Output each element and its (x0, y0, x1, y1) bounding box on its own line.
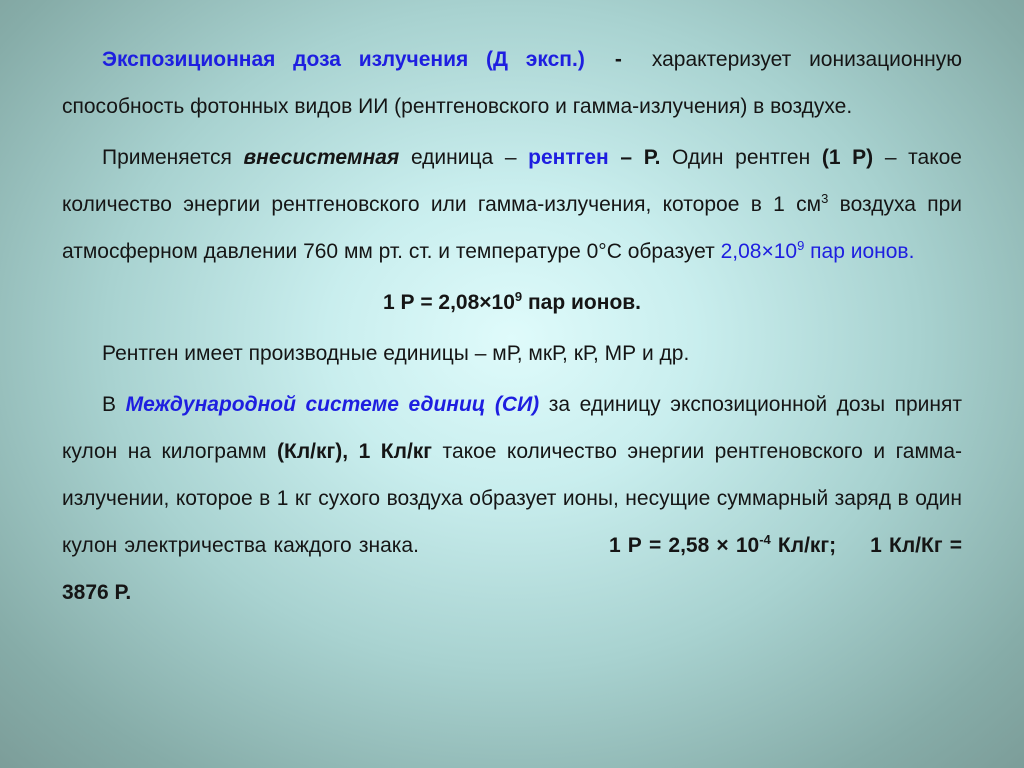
formula-part: 1 Р = 2,58 × 10 (608, 534, 760, 557)
text-segment: В (102, 393, 126, 416)
paragraph-definition (62, 36, 962, 130)
text-segment: за единицу экспозиционной дозы принят кулон на килограмм (62, 393, 963, 463)
paragraph-roentgen (62, 134, 962, 275)
value-base: 2,08×10 (720, 240, 798, 263)
one-roentgen: (1 Р) (821, 146, 874, 169)
text-segment: Один рентген (660, 146, 822, 169)
term-roentgen: рентген (528, 146, 609, 169)
value-unit: пар ионов. (804, 240, 915, 263)
formula-part: 1 Р = 2,08×10 (382, 291, 515, 314)
dash: - (614, 48, 622, 71)
superscript: 9 (514, 289, 523, 304)
term-exposure-dose: Экспозиционная доза излучения (Д эксп.) (102, 48, 585, 71)
slide-content (62, 36, 962, 620)
text-segment: такое количество энергии рентгеновского и гамма-излучении, которое в 1 кг сухого воздуха образует ионы, несущие суммарный заряд в один кулон электричества каждого знака. (62, 440, 962, 557)
superscript: 3 (821, 191, 829, 206)
formula-part: пар ионов. (522, 291, 642, 314)
text-segment: воздуха при атмосферном давлении 760 мм рт. ст. и температуре 0°С образует (62, 193, 962, 263)
term-si-system: Международной системе единиц (СИ) (125, 393, 540, 416)
superscript: 9 (797, 238, 805, 253)
text-segment: – такое количество энергии рентгеновского или гамма-излучения, которое в 1 см (62, 146, 962, 216)
paragraph-derived-units (62, 330, 962, 377)
formula-roentgen (62, 279, 962, 326)
formula-part: Кл/кг; (770, 534, 837, 557)
derived-units-text: Рентген имеет производные единицы – мР, мкР, кР, МР и др. (102, 342, 690, 365)
definition-text: характеризует ионизационную способность фотонных видов ИИ (рентгеновского и гамма-излучения) в воздухе. (62, 48, 963, 118)
paragraph-si-units (62, 381, 962, 616)
ion-pairs-value (721, 240, 915, 263)
formula-conversion-2: 1 Кл/Кг = 3876 Р. (62, 534, 962, 604)
unit-c-per-kg: (Кл/кг), 1 Кл/кг (277, 440, 433, 463)
roentgen-symbol: – Р. (608, 146, 661, 169)
text-segment: единица – (399, 146, 529, 169)
superscript: -4 (759, 532, 771, 547)
term-nonsystem: внесистемная (243, 146, 400, 169)
formula-conversion-1 (609, 534, 836, 557)
text-segment: Применяется (102, 146, 244, 169)
